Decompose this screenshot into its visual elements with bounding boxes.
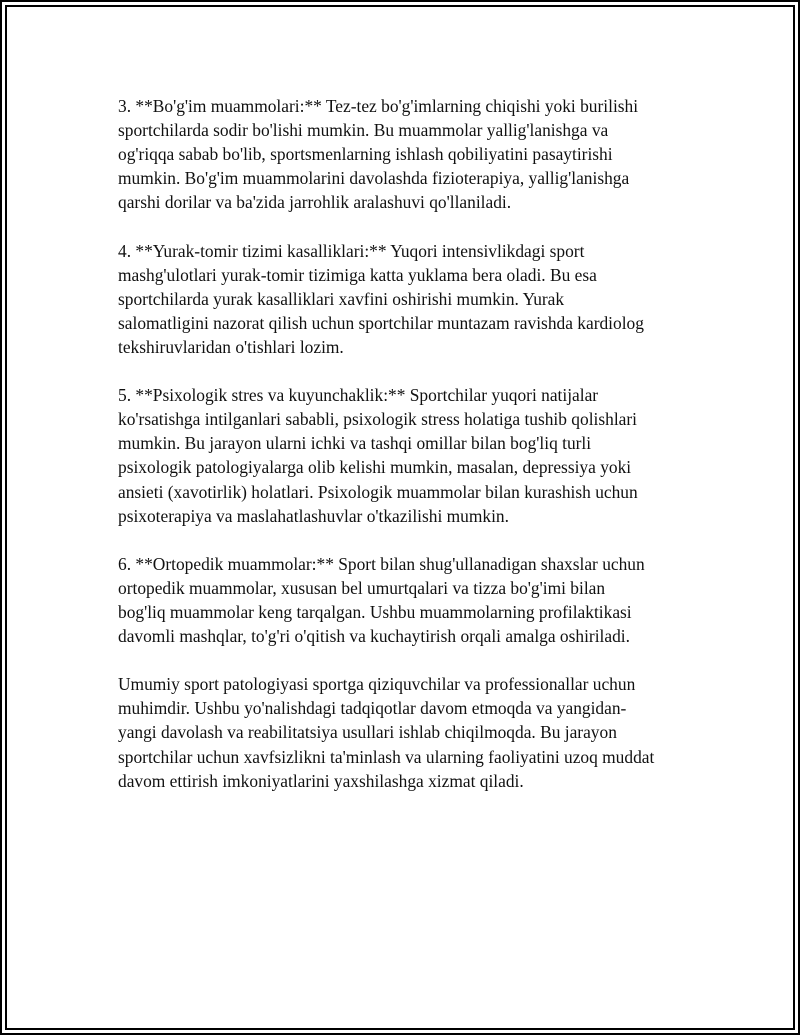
paragraph-orthopedic	[118, 552, 698, 648]
paragraph-joint-problems	[118, 94, 698, 214]
paragraph-conclusion	[118, 672, 698, 792]
text-line: bog'liq muammolar keng tarqalgan. Ushbu muammolarning profilaktikasi	[118, 601, 632, 622]
text-line: salomatligini nazorat qilish uchun sportchilar muntazam ravishda kardiolog	[118, 312, 644, 333]
text-line: yangi davolash va reabilitatsiya usullari ishlab chiqilmoqda. Bu jarayon	[118, 722, 617, 743]
text-line: Umumiy sport patologiyasi sportga qiziquvchilar va professionallar uchun	[118, 674, 636, 695]
text-line: ansieti (xavotirlik) holatlari. Psixologik muammolar bilan kurashish uchun	[118, 481, 638, 502]
text-line: mashg'ulotlari yurak-tomir tizimiga katta yuklama bera oladi. Bu esa	[118, 264, 597, 285]
text-line: mumkin. Bo'g'im muammolarini davolashda fizioterapiya, yallig'lanishga	[118, 168, 630, 189]
text-line: davomli mashqlar, to'g'ri o'qitish va kuchaytirish orqali amalga oshiriladi.	[118, 626, 630, 647]
paragraph-cardiovascular	[118, 239, 698, 359]
text-line: mumkin. Bu jarayon ularni ichki va tashqi omillar bilan bog'liq turli	[118, 433, 592, 454]
text-line: qarshi dorilar va ba'zida jarrohlik aralashuvi qo'llaniladi.	[118, 192, 512, 213]
paragraph-psychological-stress	[118, 383, 698, 528]
text-line: 4. **Yurak-tomir tizimi kasalliklari:** Yuqori intensivlikdagi sport	[118, 240, 585, 261]
text-line: 3. **Bo'g'im muammolari:** Tez-tez bo'g'imlarning chiqishi yoki burilishi	[118, 96, 639, 116]
text-line: psixologik patologiyalarga olib kelishi mumkin, masalan, depressiya yoki	[118, 457, 632, 478]
text-line: psixoterapiya va maslahatlashuvlar o'tkazilishi mumkin.	[118, 505, 509, 526]
text-line: og'riqqa sabab bo'lib, sportsmenlarning ishlash qobiliyatini pasaytirishi	[118, 144, 613, 165]
text-line: sportchilar uchun xavfsizlikni ta'minlash va ularning faoliyatini uzoq muddat	[118, 746, 655, 767]
text-line: davom ettirish imkoniyatlarini yaxshilashga xizmat qiladi.	[118, 770, 524, 791]
text-line: 6. **Ortopedik muammolar:** Sport bilan shug'ullanadigan shaxslar uchun	[118, 553, 645, 574]
text-line: muhimdir. Ushbu yo'nalishdagi tadqiqotlar davom etmoqda va yangidan-	[118, 698, 627, 719]
text-line: tekshiruvlaridan o'tishlari lozim.	[118, 336, 344, 357]
text-line: sportchilarda sodir bo'lishi mumkin. Bu muammolar yallig'lanishga va	[118, 120, 609, 141]
text-line: ortopedik muammolar, xususan bel umurtqalari va tizza bo'g'imi bilan	[118, 577, 606, 598]
document-body	[118, 94, 698, 817]
text-line: sportchilarda yurak kasalliklari xavfini oshirishi mumkin. Yurak	[118, 288, 565, 309]
text-line: 5. **Psixologik stres va kuyunchaklik:** Sportchilar yuqori natijalar	[118, 385, 599, 406]
text-line: ko'rsatishga intilganlari sababli, psixologik stress holatiga tushib qolishlari	[118, 409, 637, 430]
